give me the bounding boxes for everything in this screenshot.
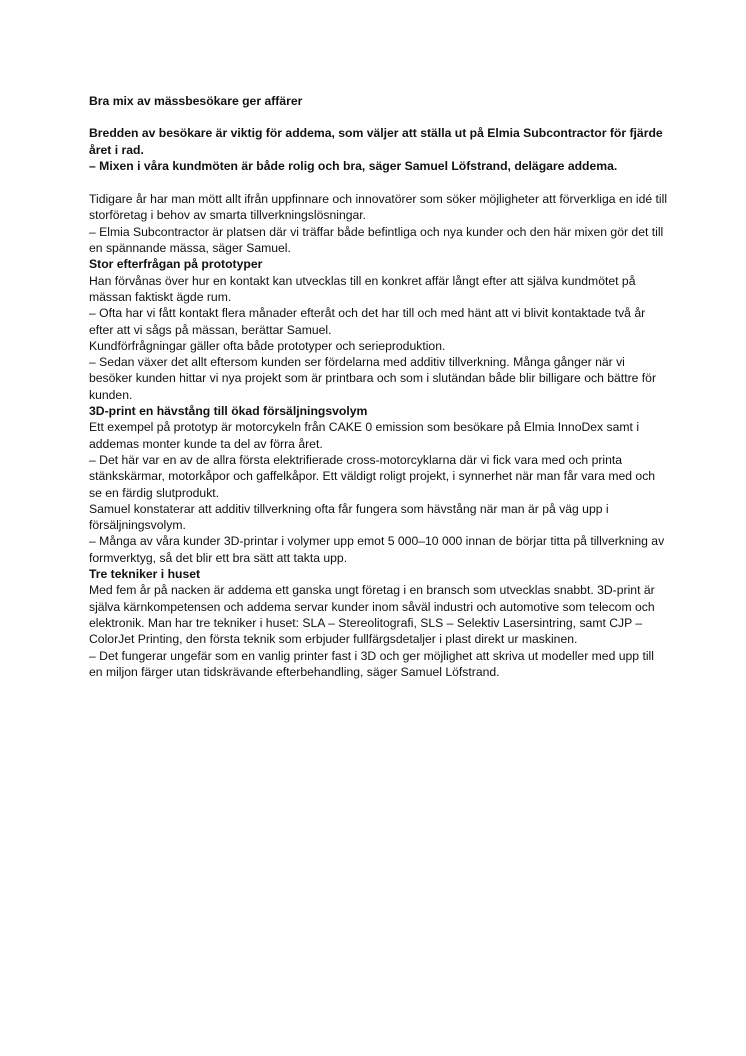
section2-paragraph-2: – Det här var en av de allra första elektrifierade cross-motorcyklarna där vi fick vara med och printa stänkskärmar, motorkåpor och gaffelkåpor. Ett väldigt roligt projekt, i synnerhet när man får vara med och se en färdig slutprodukt. xyxy=(89,452,656,500)
section-heading-techniques: Tre tekniker i huset xyxy=(89,567,201,582)
section3-paragraph-2: – Det fungerar ungefär som en vanlig printer fast i 3D och ger möjlighet att skriva ut modeller med upp till en miljon färger utan tidskrävande efterbehandling, säger Samuel Löfstrand. xyxy=(89,648,654,679)
section1-paragraph-2: – Ofta har vi fått kontakt flera månader efteråt och det har till och med hänt att vi blivit kontaktade två år efter att vi sågs på mässan, berättar Samuel. xyxy=(89,306,646,337)
document-page xyxy=(89,93,669,680)
intro-paragraph-1: Tidigare år har man mött allt ifrån uppfinnare och innovatörer som söker möjligheter att förverkliga en idé till storföretag i behov av smarta tillverkningslösningar. xyxy=(89,192,668,223)
section1-paragraph-1: Han förvånas över hur en kontakt kan utvecklas till en konkret affär långt efter att själva kundmötet på mässan faktiskt ägde rum. xyxy=(89,273,636,304)
lead-paragraph-2: – Mixen i våra kundmöten är både rolig och bra, säger Samuel Löfstrand, delägare addema. xyxy=(89,158,618,173)
section1-paragraph-3: Kundförfrågningar gäller ofta både prototyper och serieproduktion. xyxy=(89,338,446,353)
intro-paragraph-2: – Elmia Subcontractor är platsen där vi träffar både befintliga och nya kunder och den här mixen gör det till en spännande mässa, säger Samuel. xyxy=(89,224,664,256)
article-title: Bra mix av mässbesökare ger affärer xyxy=(89,94,303,108)
section-heading-3d-print: 3D-print en hävstång till ökad försäljningsvolym xyxy=(89,404,368,419)
section-heading-prototypes: Stor efterfrågan på prototyper xyxy=(89,257,263,272)
section2-paragraph-1: Ett exempel på prototyp är motorcykeln från CAKE 0 emission som besökare på Elmia InnoDex samt i addemas monter kunde ta del av förra året. xyxy=(89,420,640,451)
section3-paragraph-1: Med fem år på nacken är addema ett ganska ungt företag i en bransch som utvecklas snabbt. 3D-print är själva kärnkompetensen och addema servar kunder inom såväl industri och automotive som telecom och elektronik. Man har tre tekniker i huset: SLA – Stereolitografi, SLS – Selektiv Lasersintring, samt CJP – ColorJet Printing, den första teknik som erbjuder fullfärgsdetaljer i plast direkt ur maskinen. xyxy=(89,583,655,647)
section2-paragraph-4: – Många av våra kunder 3D-printar i volymer upp emot 5 000–10 000 innan de börjar titta på tillverkning av formverktyg, så det blir ett bra sätt att takta upp. xyxy=(89,534,665,565)
section1-paragraph-4: – Sedan växer det allt eftersom kunden ser fördelarna med additiv tillverkning. Många gånger när vi besöker kunden hittar vi nya projekt som är printbara och som i slutändan både blir billigare och bättre för kunden. xyxy=(89,355,657,402)
section2-paragraph-3: Samuel konstaterar att additiv tillverkning ofta får fungera som hävstång när man är på väg upp i försäljningsvolym. xyxy=(89,501,609,533)
spacer xyxy=(89,174,669,191)
lead-paragraph-1: Bredden av besökare är viktig för addema, som väljer att ställa ut på Elmia Subcontractor för fjärde året i rad. xyxy=(89,126,663,157)
